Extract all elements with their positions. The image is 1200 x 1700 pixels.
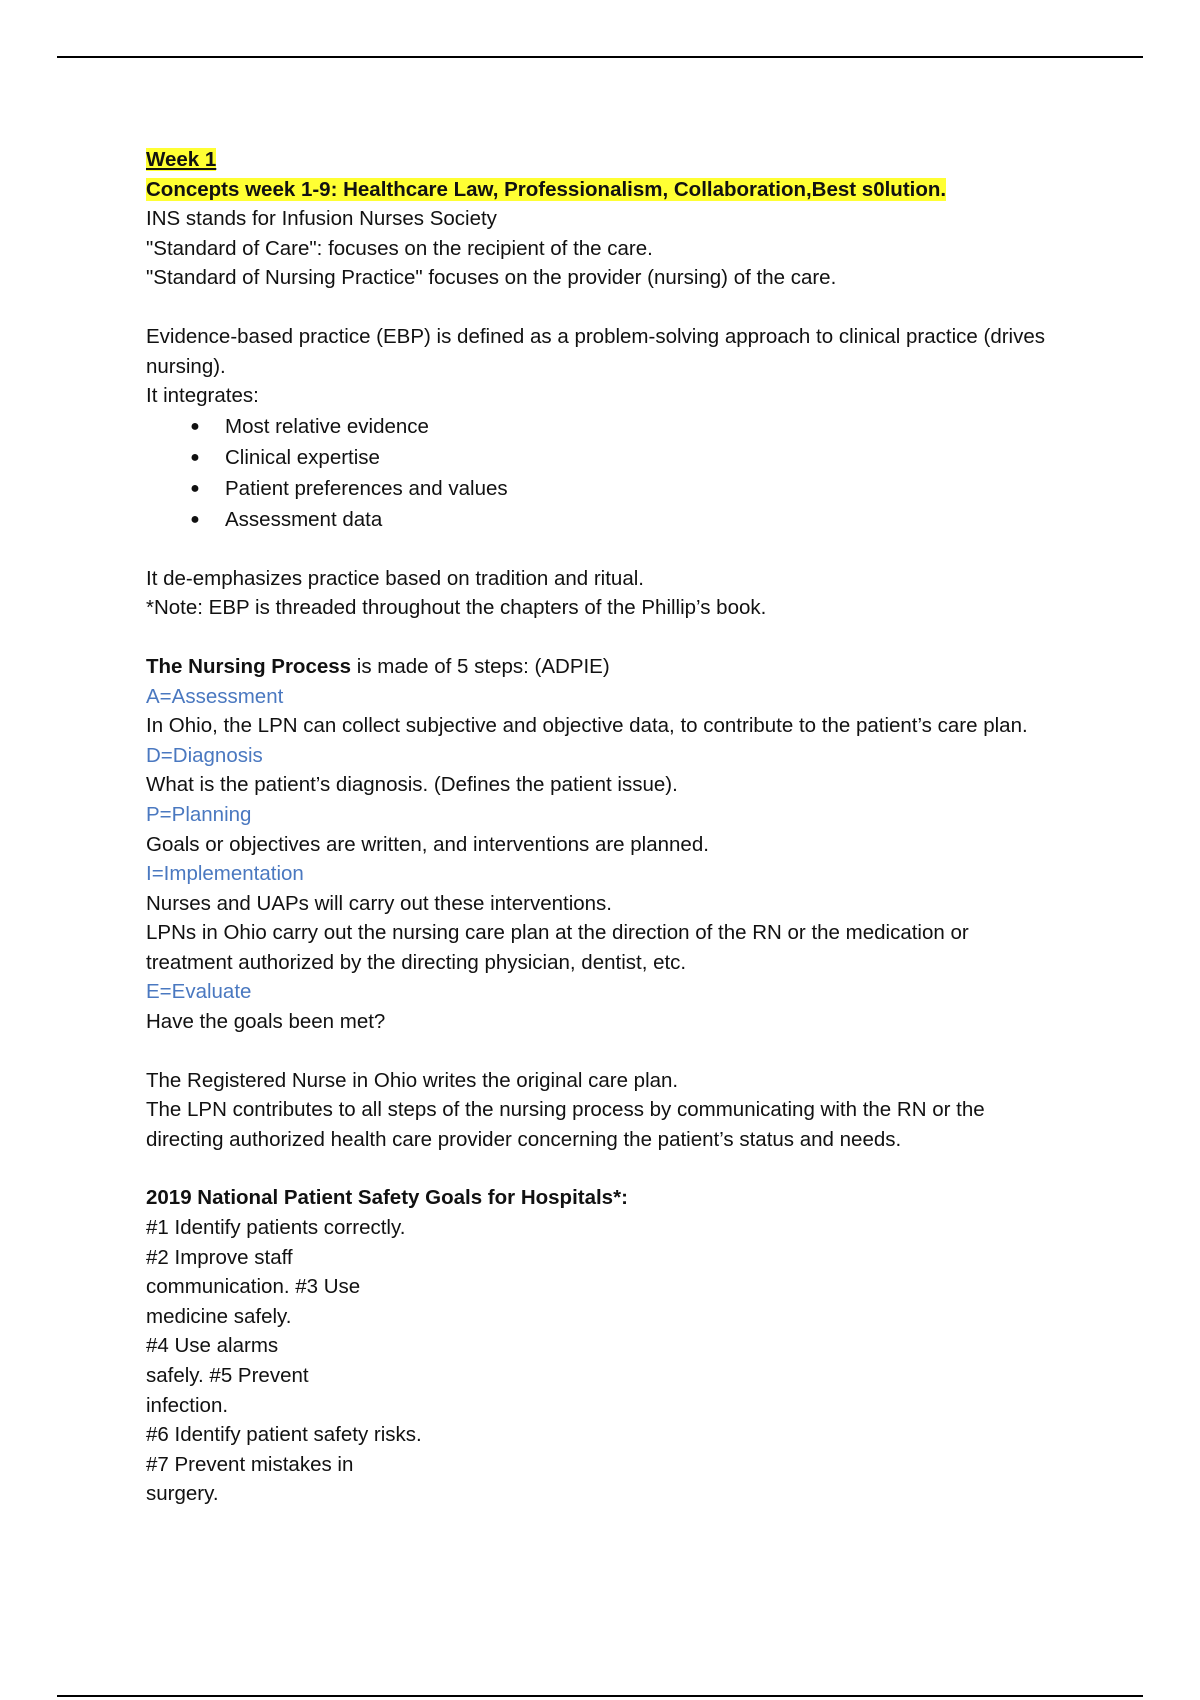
step-planning-label: P=Planning <box>146 802 252 826</box>
list-item: ● Most relative evidence <box>188 411 1066 442</box>
spacer <box>146 1154 1066 1183</box>
list-item: ● Assessment data <box>188 504 1066 535</box>
safety-goal-line: #2 Improve staff <box>146 1245 293 1269</box>
rn-care-plan: The Registered Nurse in Ohio writes the original care plan. <box>146 1068 679 1092</box>
list-item: ● Clinical expertise <box>188 442 1066 473</box>
ins-line: INS stands for Infusion Nurses Society <box>146 207 497 231</box>
step-diagnosis-label: D=Diagnosis <box>146 743 263 767</box>
lpn-contribution: The LPN contributes to all steps of the nursing process by communicating with the RN or the directing authorized health care provider concerning the patient’s status and needs. <box>146 1098 985 1151</box>
spacer <box>146 1037 1066 1066</box>
bullet-icon: ● <box>190 448 200 466</box>
safety-goal-line: medicine safely. <box>146 1304 292 1328</box>
step-evaluate-label: E=Evaluate <box>146 980 252 1004</box>
step-diagnosis-text: What is the patient’s diagnosis. (Defines the patient issue). <box>146 773 678 797</box>
ebp-definition: Evidence-based practice (EBP) is defined as a problem-solving approach to clinical practice (drives nursing). <box>146 324 1046 378</box>
nursing-process-title: The Nursing Process is made of 5 steps: (ADPIE) <box>146 654 610 678</box>
ebp-integrates-list <box>146 411 1066 535</box>
safety-goal-line: #1 Identify patients correctly. <box>146 1216 406 1240</box>
safety-goal-line: communication. #3 Use <box>146 1275 361 1299</box>
ebp-de-emphasis: It de-emphasizes practice based on tradition and ritual. <box>146 566 644 590</box>
safety-goal-line: infection. <box>146 1393 229 1417</box>
safety-goals-title: 2019 National Patient Safety Goals for Hospitals*: <box>146 1186 628 1210</box>
header-rule <box>57 56 1143 58</box>
standard-of-care-line: "Standard of Care": focuses on the recipient of the care. <box>146 236 653 260</box>
standard-of-practice-line: "Standard of Nursing Practice" focuses on the provider (nursing) of the care. <box>146 266 837 290</box>
safety-goal-line: #6 Identify patient safety risks. <box>146 1423 422 1447</box>
safety-goal-line: safely. #5 Prevent <box>146 1364 309 1387</box>
safety-goal-line: #7 Prevent mistakes in <box>146 1452 354 1476</box>
step-evaluate-text: Have the goals been met? <box>146 1010 386 1034</box>
spacer <box>146 623 1066 652</box>
spacer <box>146 293 1066 322</box>
week-heading: Week 1 <box>146 148 217 171</box>
step-assessment-text: In Ohio, the LPN can collect subjective and objective data, to contribute to the patient’s care plan. <box>146 714 1028 738</box>
footer-rule <box>57 1695 1143 1697</box>
step-planning-text: Goals or objectives are written, and interventions are planned. <box>146 832 709 856</box>
step-implementation-label: I=Implementation <box>146 862 304 886</box>
spacer <box>146 535 1066 564</box>
bullet-icon: ● <box>190 510 200 528</box>
bullet-icon: ● <box>190 479 200 497</box>
safety-goal-line: surgery. <box>146 1482 219 1506</box>
document-body <box>146 145 1066 1509</box>
step-assessment-label: A=Assessment <box>146 684 284 708</box>
step-implementation-text: Nurses and UAPs will carry out these interventions. <box>146 891 613 915</box>
step-implementation-text-lpn: LPNs in Ohio carry out the nursing care plan at the direction of the RN or the medication or treatment authorized by the directing physician, dentist, etc. <box>146 921 969 974</box>
ebp-integrates-label: It integrates: <box>146 384 259 408</box>
list-item: ● Patient preferences and values <box>188 473 1066 504</box>
concepts-heading: Concepts week 1-9: Healthcare Law, Professionalism, Collaboration,Best s0lution. <box>146 177 947 201</box>
bullet-icon: ● <box>190 417 200 435</box>
ebp-note: *Note: EBP is threaded throughout the chapters of the Phillip’s book. <box>146 596 767 620</box>
safety-goal-line: #4 Use alarms <box>146 1334 279 1358</box>
